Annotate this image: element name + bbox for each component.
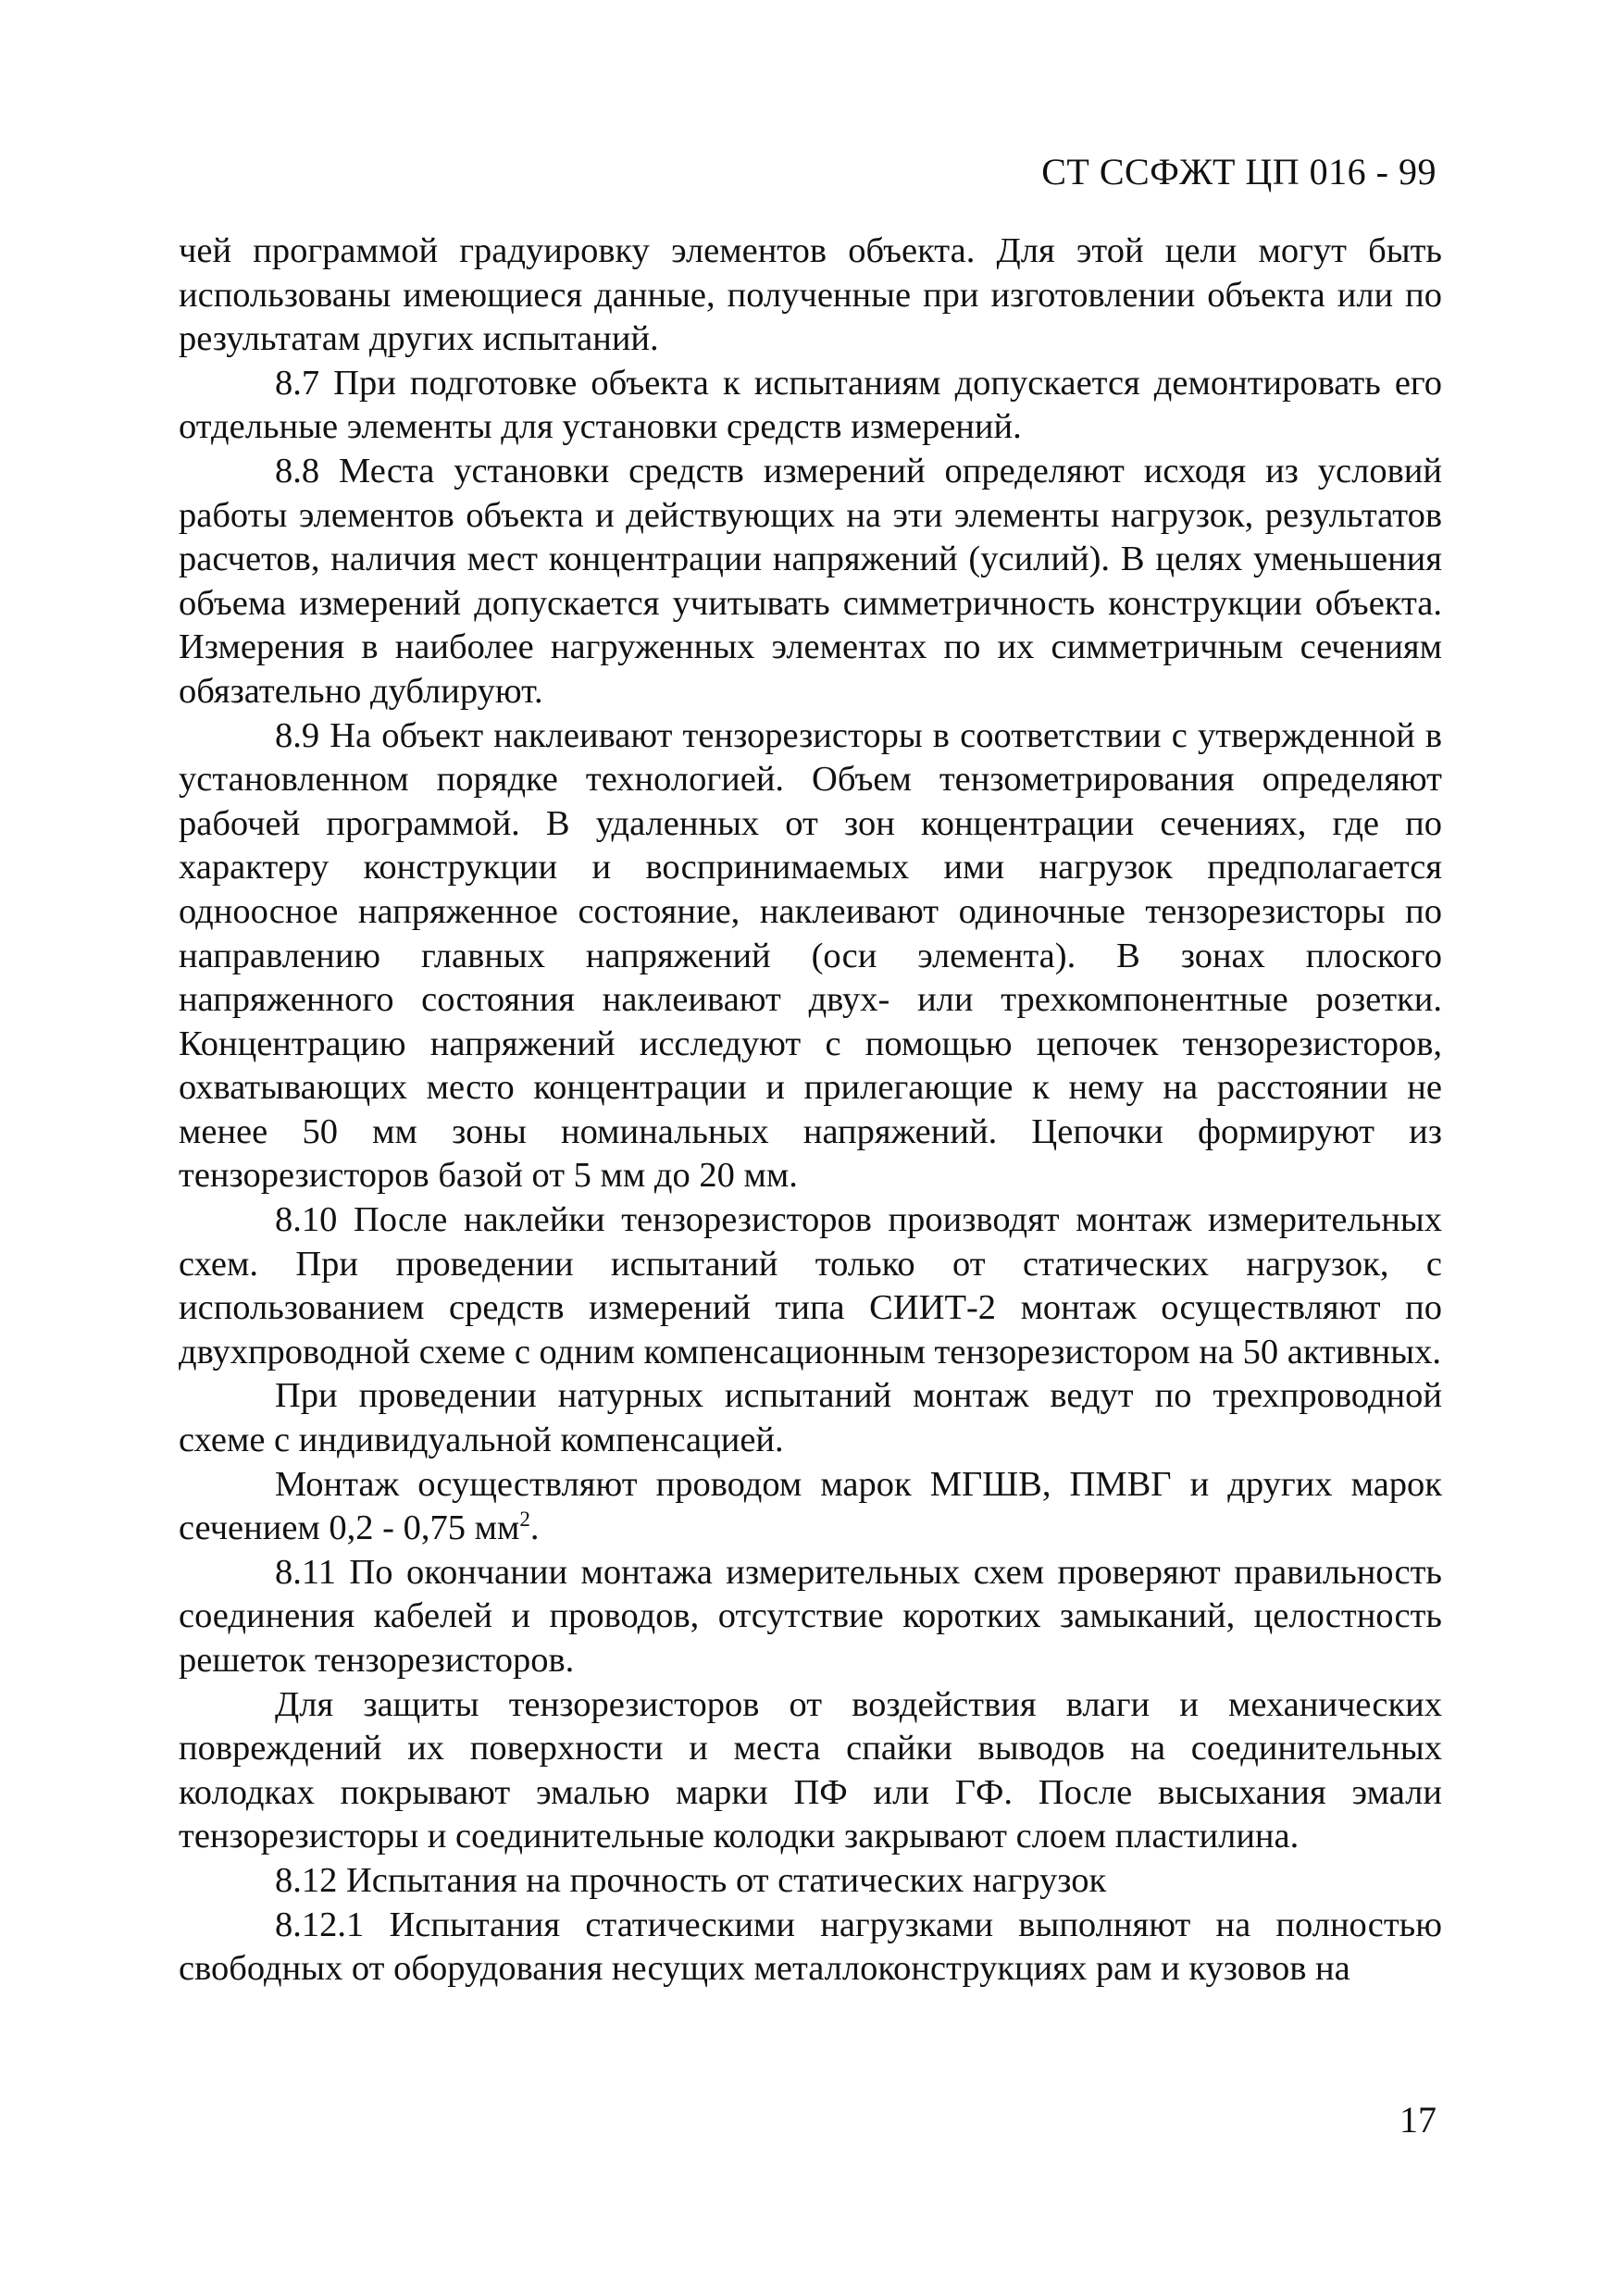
paragraph-protection: Для защиты тензорезисторов от воздействия влаги и механических повреждений их поверхности и места спайки выводов на соединительных колодках покрывают эмалью марки ПФ или ГФ. После высыхания эмали тензорезисторы и соединительные колодки закрывают слоем пластилина. <box>179 1684 1442 1856</box>
wire-text: Монтаж осуществляют проводом марок МГШВ, ПМВГ и других марок сечением 0,2 - 0,75 мм <box>179 1464 1442 1548</box>
paragraph-8-7: 8.7 При подготовке объекта к испытаниям допускается демонтировать его отдельные элементы для установки средств измерений. <box>179 363 1442 447</box>
paragraph-8-10: 8.10 После наклейки тензорезисторов производят монтаж измерительных схем. При проведении испытаний только от статических нагрузок, с использованием средств измерений типа СИИТ-2 монтаж осуществляют по двухпроводной схеме с одним компенсационным тензорезистором на 50 активных. <box>179 1200 1442 1371</box>
body-text <box>179 230 1442 1992</box>
wire-tail: . <box>529 1508 540 1548</box>
paragraph-8-8: 8.8 Места установки средств измерений определяют исходя из условий работы элементов объекта и действующих на эти элементы нагрузок, результатов расчетов, наличия мест концентрации напряжений (усилий). В целях уменьшения объема измерений допускается учитывать симметричность конструкции объекта. Измерения в наиболее нагруженных элементах по их симметричным сечениям обязательно дублируют. <box>179 451 1442 711</box>
document-code-header: СТ ССФЖТ ЦП 016 - 99 <box>1041 151 1437 192</box>
paragraph-8-9: 8.9 На объект наклеивают тензорезисторы в соответствии с утвержденной в установленном порядке технологией. Объем тензометрирования определяют рабочей программой. В удаленных от зон концентрации сечениях, где по характеру конструкции и воспринимаемых ими нагрузок предполагается одноосное напряженное состояние, наклеивают одиночные тензорезисторы по направлению главных напряжений (оси элемента). В зонах плоского напряженного состояния наклеивают двух- или трехкомпонентные розетки. Концентрацию напряжений исследуют с помощью цепочек тензорезисторов, охватывающих место концентрации и прилегающие к нему на расстоянии не менее 50 мм зоны номинальных напряжений. Цепочки формируют из тензорезисторов базой от 5 мм до 20 мм. <box>179 715 1442 1196</box>
paragraph-8-12-1: 8.12.1 Испытания статическими нагрузками выполняют на полностью свободных от оборудования несущих металлоконструкциях рам и кузовов на <box>179 1905 1442 1989</box>
paragraph-8-12: 8.12 Испытания на прочность от статических нагрузок <box>275 1860 1107 1900</box>
paragraph-wire-brands <box>179 1463 1442 1551</box>
page-number: 17 <box>1399 2099 1437 2141</box>
paragraph-continuation: чей программой градуировку элементов объекта. Для этой цели могут быть использованы имеющиеся данные, полученные при изготовлении объекта или по результатам других испытаний. <box>179 231 1442 359</box>
paragraph-field-tests: При проведении натурных испытаний монтаж ведут по трехпроводной схеме с индивидуальной компенсацией. <box>179 1376 1442 1460</box>
paragraph-8-11: 8.11 По окончании монтажа измерительных схем проверяют правильность соединения кабелей и проводов, отсутствие коротких замыканий, целостность решеток тензорезисторов. <box>179 1552 1442 1680</box>
wire-superscript: 2 <box>519 1507 530 1532</box>
